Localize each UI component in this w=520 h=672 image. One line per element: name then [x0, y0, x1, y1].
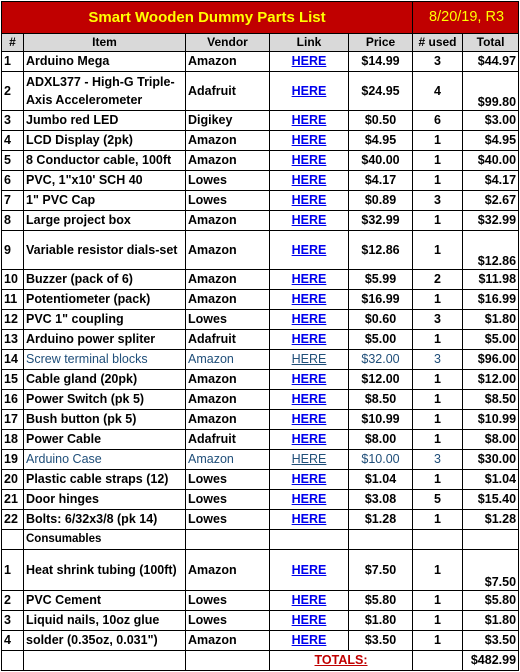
table-row — [2, 151, 519, 171]
row-link[interactable]: HERE — [291, 372, 327, 386]
empty-cell — [186, 530, 270, 550]
row-vendor: Amazon — [186, 350, 270, 370]
row-price: $1.04 — [349, 470, 413, 490]
row-link[interactable]: HERE — [291, 412, 327, 426]
row-link-cell — [270, 490, 349, 510]
row-link[interactable]: HERE — [291, 392, 327, 406]
empty-cell — [413, 651, 463, 671]
row-price: $5.00 — [349, 330, 413, 350]
col-header-price: Price — [349, 34, 413, 52]
row-total: $99.80 — [463, 72, 519, 111]
row-link[interactable]: HERE — [291, 173, 327, 187]
empty-cell — [2, 530, 24, 550]
table-row — [2, 191, 519, 211]
row-total: $2.67 — [463, 191, 519, 211]
parts-table — [1, 1, 519, 671]
row-link-cell — [270, 111, 349, 131]
row-link[interactable]: HERE — [291, 492, 327, 506]
row-item: Power Switch (pk 5) — [24, 390, 186, 410]
row-total: $3.00 — [463, 111, 519, 131]
row-price: $32.99 — [349, 211, 413, 231]
row-price: $3.08 — [349, 490, 413, 510]
row-link[interactable]: HERE — [291, 83, 327, 98]
row-item: Screw terminal blocks — [24, 350, 186, 370]
col-header-vendor: Vendor — [186, 34, 270, 52]
row-link-cell — [270, 550, 349, 591]
row-used: 1 — [413, 211, 463, 231]
row-item: Bolts: 6/32x3/8 (pk 14) — [24, 510, 186, 530]
table-row — [2, 330, 519, 350]
row-number: 17 — [2, 410, 24, 430]
row-link-cell — [270, 72, 349, 111]
empty-cell — [24, 651, 186, 671]
empty-cell — [270, 530, 349, 550]
table-row — [2, 231, 519, 270]
row-price: $5.99 — [349, 270, 413, 290]
row-number: 10 — [2, 270, 24, 290]
row-used: 1 — [413, 330, 463, 350]
row-item: Large project box — [24, 211, 186, 231]
row-total: $8.50 — [463, 390, 519, 410]
row-price: $10.99 — [349, 410, 413, 430]
table-row — [2, 350, 519, 370]
row-link-cell — [270, 510, 349, 530]
row-vendor: Amazon — [186, 290, 270, 310]
col-header-number: # — [2, 34, 24, 52]
row-link-cell — [270, 231, 349, 270]
row-link-cell — [270, 470, 349, 490]
row-link[interactable]: HERE — [291, 113, 327, 127]
row-total: $96.00 — [463, 350, 519, 370]
table-row — [2, 211, 519, 231]
row-number: 4 — [2, 631, 24, 651]
row-link-cell — [270, 52, 349, 72]
row-link[interactable]: HERE — [291, 242, 327, 257]
row-number: 16 — [2, 390, 24, 410]
table-row — [2, 270, 519, 290]
row-link-cell — [270, 410, 349, 430]
row-item: Plastic cable straps (12) — [24, 470, 186, 490]
row-price: $16.99 — [349, 290, 413, 310]
row-vendor: Amazon — [186, 211, 270, 231]
row-vendor: Amazon — [186, 550, 270, 591]
row-used: 1 — [413, 171, 463, 191]
row-link[interactable]: HERE — [291, 153, 327, 167]
row-price: $14.99 — [349, 52, 413, 72]
row-total: $16.99 — [463, 290, 519, 310]
row-item: Arduino power spliter — [24, 330, 186, 350]
row-used: 5 — [413, 490, 463, 510]
row-number: 8 — [2, 211, 24, 231]
row-link-cell — [270, 430, 349, 450]
row-total: $1.28 — [463, 510, 519, 530]
row-link[interactable]: HERE — [291, 312, 327, 326]
row-link-cell — [270, 390, 349, 410]
totals-label: TOTALS: — [270, 651, 413, 671]
table-row — [2, 591, 519, 611]
row-price: $40.00 — [349, 151, 413, 171]
row-vendor: Amazon — [186, 131, 270, 151]
row-vendor: Adafruit — [186, 72, 270, 111]
row-used: 1 — [413, 470, 463, 490]
table-row — [2, 510, 519, 530]
consumables-header-row — [2, 530, 519, 550]
row-total: $12.86 — [463, 231, 519, 270]
row-link-cell — [270, 330, 349, 350]
row-item: Buzzer (pack of 6) — [24, 270, 186, 290]
row-total: $5.80 — [463, 591, 519, 611]
row-item: Bush button (pk 5) — [24, 410, 186, 430]
row-total: $44.97 — [463, 52, 519, 72]
row-item: LCD Display (2pk) — [24, 131, 186, 151]
row-number: 9 — [2, 231, 24, 270]
row-number: 19 — [2, 450, 24, 470]
table-row — [2, 171, 519, 191]
row-number: 2 — [2, 72, 24, 111]
row-item: 8 Conductor cable, 100ft — [24, 151, 186, 171]
row-used: 1 — [413, 631, 463, 651]
col-header-item: Item — [24, 34, 186, 52]
row-number: 1 — [2, 550, 24, 591]
row-total: $10.99 — [463, 410, 519, 430]
row-link[interactable]: HERE — [291, 272, 327, 286]
table-row — [2, 430, 519, 450]
grand-total: $482.99 — [463, 651, 519, 671]
table-row — [2, 450, 519, 470]
col-header-link: Link — [270, 34, 349, 52]
row-vendor: Digikey — [186, 111, 270, 131]
row-number: 20 — [2, 470, 24, 490]
row-link-cell — [270, 631, 349, 651]
row-used: 1 — [413, 290, 463, 310]
row-used: 3 — [413, 450, 463, 470]
table-row — [2, 631, 519, 651]
row-vendor: Lowes — [186, 470, 270, 490]
row-total: $15.40 — [463, 490, 519, 510]
row-item: Heat shrink tubing (100ft) — [24, 550, 186, 591]
row-used: 3 — [413, 350, 463, 370]
table-row — [2, 111, 519, 131]
row-price: $32.00 — [349, 350, 413, 370]
row-number: 7 — [2, 191, 24, 211]
row-link-cell — [270, 171, 349, 191]
row-vendor: Amazon — [186, 450, 270, 470]
row-vendor: Lowes — [186, 490, 270, 510]
row-number: 12 — [2, 310, 24, 330]
row-item: ADXL377 - High-G Triple-Axis Accelerometer — [24, 72, 186, 111]
row-number: 11 — [2, 290, 24, 310]
row-item: 1" PVC Cap — [24, 191, 186, 211]
row-number: 6 — [2, 171, 24, 191]
row-item: Arduino Case — [24, 450, 186, 470]
row-vendor: Amazon — [186, 270, 270, 290]
row-link-cell — [270, 450, 349, 470]
empty-cell — [349, 530, 413, 550]
row-price: $0.50 — [349, 111, 413, 131]
row-vendor: Lowes — [186, 510, 270, 530]
table-row — [2, 52, 519, 72]
table-row — [2, 131, 519, 151]
row-link-cell — [270, 131, 349, 151]
row-vendor: Lowes — [186, 591, 270, 611]
row-number: 3 — [2, 611, 24, 631]
row-used: 2 — [413, 270, 463, 290]
row-link-cell — [270, 290, 349, 310]
row-link-cell — [270, 211, 349, 231]
row-link[interactable]: HERE — [291, 54, 327, 68]
table-row — [2, 370, 519, 390]
row-link-cell — [270, 270, 349, 290]
row-used: 1 — [413, 370, 463, 390]
row-link-cell — [270, 611, 349, 631]
row-vendor: Adafruit — [186, 430, 270, 450]
row-vendor: Amazon — [186, 151, 270, 171]
row-number: 3 — [2, 111, 24, 131]
row-item: Liquid nails, 10oz glue — [24, 611, 186, 631]
row-price: $4.95 — [349, 131, 413, 151]
row-number: 15 — [2, 370, 24, 390]
consumables-label: Consumables — [24, 530, 186, 550]
row-price: $8.50 — [349, 390, 413, 410]
row-used: 1 — [413, 410, 463, 430]
row-item: PVC 1" coupling — [24, 310, 186, 330]
row-number: 21 — [2, 490, 24, 510]
row-price: $5.80 — [349, 591, 413, 611]
row-total: $1.80 — [463, 611, 519, 631]
row-item: solder (0.35oz, 0.031") — [24, 631, 186, 651]
row-link[interactable]: HERE — [291, 292, 327, 306]
empty-cell — [463, 530, 519, 550]
row-item: Variable resistor dials-set — [24, 231, 186, 270]
row-total: $11.98 — [463, 270, 519, 290]
row-used: 1 — [413, 151, 463, 171]
table-row — [2, 550, 519, 591]
row-price: $1.80 — [349, 611, 413, 631]
row-link[interactable]: HERE — [291, 133, 327, 147]
row-price: $10.00 — [349, 450, 413, 470]
row-used: 6 — [413, 111, 463, 131]
row-vendor: Adafruit — [186, 330, 270, 350]
row-total: $8.00 — [463, 430, 519, 450]
empty-cell — [186, 651, 270, 671]
row-link-cell — [270, 191, 349, 211]
totals-row — [2, 651, 519, 671]
row-total: $1.80 — [463, 310, 519, 330]
table-row — [2, 390, 519, 410]
row-number: 13 — [2, 330, 24, 350]
row-item: Jumbo red LED — [24, 111, 186, 131]
row-vendor: Lowes — [186, 191, 270, 211]
row-used: 3 — [413, 310, 463, 330]
row-total: $1.04 — [463, 470, 519, 490]
parts-list-sheet — [1, 1, 518, 671]
row-price: $3.50 — [349, 631, 413, 651]
row-vendor: Amazon — [186, 631, 270, 651]
row-vendor: Amazon — [186, 390, 270, 410]
row-link[interactable]: HERE — [291, 633, 327, 647]
table-row — [2, 310, 519, 330]
row-price: $0.60 — [349, 310, 413, 330]
row-link-cell — [270, 151, 349, 171]
row-used: 1 — [413, 430, 463, 450]
row-used: 4 — [413, 72, 463, 111]
row-link[interactable]: HERE — [291, 193, 327, 207]
row-used: 1 — [413, 510, 463, 530]
row-link-cell — [270, 350, 349, 370]
row-link-cell — [270, 370, 349, 390]
row-vendor: Lowes — [186, 611, 270, 631]
table-row — [2, 410, 519, 430]
row-price: $8.00 — [349, 430, 413, 450]
table-row — [2, 290, 519, 310]
title-row — [2, 2, 519, 34]
row-used: 1 — [413, 390, 463, 410]
row-used: 1 — [413, 591, 463, 611]
row-vendor: Amazon — [186, 410, 270, 430]
row-vendor: Amazon — [186, 52, 270, 72]
empty-cell — [2, 651, 24, 671]
row-total: $7.50 — [463, 550, 519, 591]
row-link[interactable]: HERE — [291, 472, 327, 486]
row-total: $4.17 — [463, 171, 519, 191]
row-total: $4.95 — [463, 131, 519, 151]
row-used: 3 — [413, 52, 463, 72]
sheet-title: Smart Wooden Dummy Parts List — [2, 2, 413, 34]
row-vendor: Lowes — [186, 310, 270, 330]
table-row — [2, 611, 519, 631]
row-total: $3.50 — [463, 631, 519, 651]
row-link[interactable]: HERE — [291, 613, 327, 627]
col-header-used: # used — [413, 34, 463, 52]
row-link[interactable]: HERE — [291, 593, 327, 607]
row-total: $12.00 — [463, 370, 519, 390]
row-item: PVC Cement — [24, 591, 186, 611]
table-row — [2, 72, 519, 111]
row-item: PVC, 1"x10' SCH 40 — [24, 171, 186, 191]
row-price: $1.28 — [349, 510, 413, 530]
row-total: $30.00 — [463, 450, 519, 470]
row-link[interactable]: HERE — [291, 352, 327, 366]
row-item: Power Cable — [24, 430, 186, 450]
table-row — [2, 490, 519, 510]
row-total: $32.99 — [463, 211, 519, 231]
row-used: 1 — [413, 131, 463, 151]
row-link[interactable]: HERE — [291, 562, 327, 577]
row-link-cell — [270, 591, 349, 611]
row-total: $40.00 — [463, 151, 519, 171]
row-price: $24.95 — [349, 72, 413, 111]
row-item: Potentiometer (pack) — [24, 290, 186, 310]
row-link[interactable]: HERE — [291, 512, 327, 526]
row-used: 3 — [413, 191, 463, 211]
row-link[interactable]: HERE — [291, 432, 327, 446]
row-link[interactable]: HERE — [291, 332, 327, 346]
row-vendor: Amazon — [186, 370, 270, 390]
row-price: $12.00 — [349, 370, 413, 390]
row-used: 1 — [413, 611, 463, 631]
row-number: 22 — [2, 510, 24, 530]
row-link[interactable]: HERE — [291, 452, 327, 466]
table-row — [2, 470, 519, 490]
row-price: $12.86 — [349, 231, 413, 270]
row-item: Cable gland (20pk) — [24, 370, 186, 390]
row-item: Arduino Mega — [24, 52, 186, 72]
empty-cell — [413, 530, 463, 550]
row-vendor: Amazon — [186, 231, 270, 270]
row-number: 1 — [2, 52, 24, 72]
col-header-total: Total — [463, 34, 519, 52]
version-label: 8/20/19, R3 — [413, 2, 519, 34]
row-link[interactable]: HERE — [291, 213, 327, 227]
row-number: 2 — [2, 591, 24, 611]
row-price: $7.50 — [349, 550, 413, 591]
column-header-row — [2, 34, 519, 52]
row-number: 14 — [2, 350, 24, 370]
row-item: Door hinges — [24, 490, 186, 510]
row-link-cell — [270, 310, 349, 330]
row-used: 1 — [413, 550, 463, 591]
row-vendor: Lowes — [186, 171, 270, 191]
row-price: $4.17 — [349, 171, 413, 191]
row-used: 1 — [413, 231, 463, 270]
row-number: 18 — [2, 430, 24, 450]
row-price: $0.89 — [349, 191, 413, 211]
row-total: $5.00 — [463, 330, 519, 350]
row-number: 5 — [2, 151, 24, 171]
row-number: 4 — [2, 131, 24, 151]
